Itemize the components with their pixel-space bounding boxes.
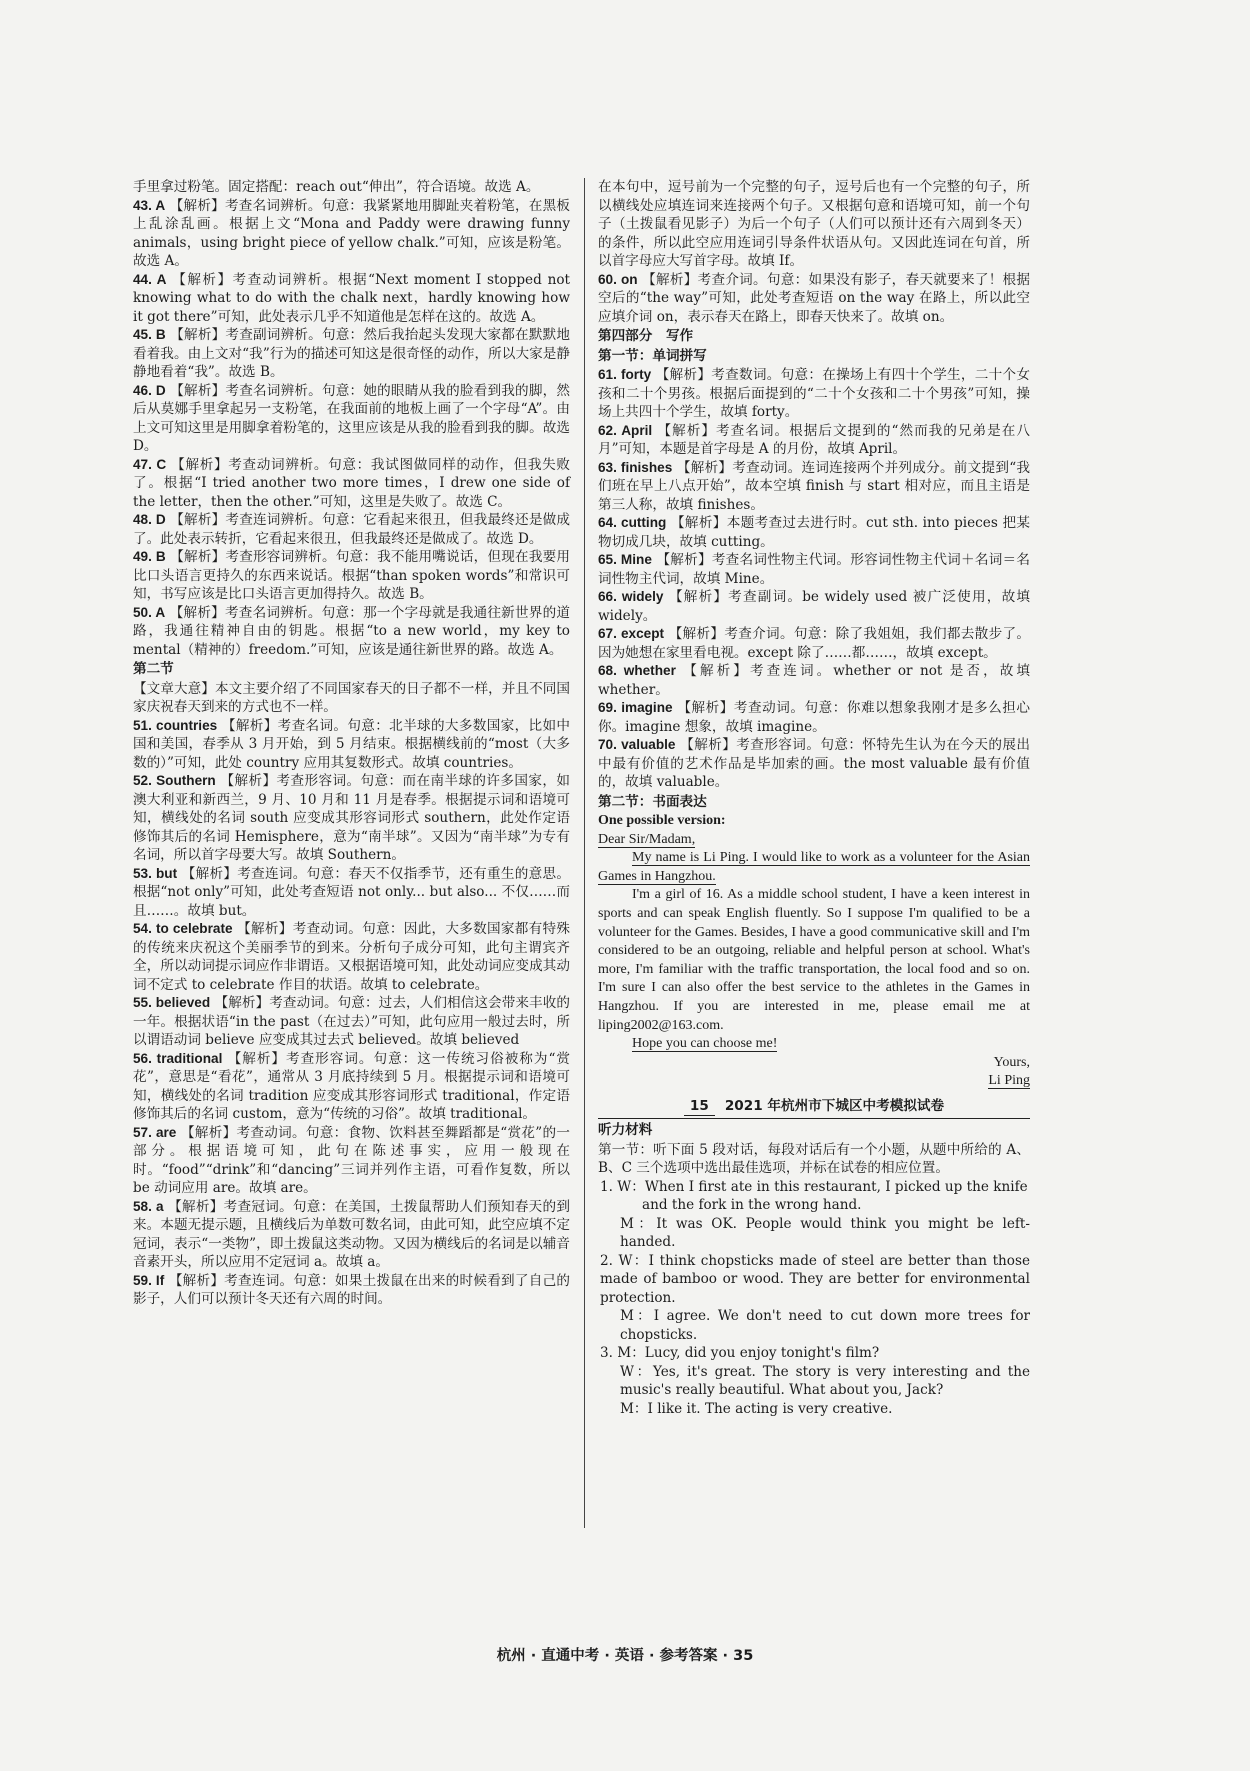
right-answers — [598, 178, 1030, 1091]
listening-heading: 听力材料 — [598, 1122, 653, 1139]
answer-number: 44. A — [133, 271, 167, 287]
answer-number: 69. imagine — [598, 700, 673, 715]
answer-number: 60. on — [598, 271, 638, 287]
answer-entry — [133, 271, 570, 327]
answer-explanation: 【解析】考查冠词。句意：在美国，土拨鼠帮助人们预知春天的到来。本题无提示题，且横线后为单数可数名词，由此可知，此空应填不定冠词，表示“一类物”，即土拨鼠这类动物。又因为横线后的名词是以辅音音素开头，所以应用不定冠词 a。故填 a。 — [133, 1198, 571, 1270]
answer-entry — [133, 865, 570, 921]
answer-explanation: 【解析】考查形容词辨析。句意：我不能用嘴说话，但现在我要用比口头语言更持久的东西来说话。根据“than spoken words”和常识可知，书写应该是比口头语言更加得持久。故选 B。 — [133, 549, 571, 602]
answer-explanation: 【解析】考查名词。句意：北半球的大多数国家，比如中国和美国，春季从 3 月开始，到 5 月结束。根据横线前的“most（大多数的）”可知，此处 country 应用其复数形式。故填 countries。 — [133, 717, 571, 771]
answer-entry — [133, 1198, 570, 1272]
exam-title — [598, 1097, 1030, 1120]
answer-number: 62. April — [598, 422, 653, 438]
paragraph: 在本句中，逗号前为一个完整的句子，逗号后也有一个完整的句子，所以横线处应填连词来连接两个句子。又根据句意和语境可知，前一个句子（土拨鼠看见影子）为后一个句子（人们可以预计还有六周到冬天）的条件，所以此空应用连词引导条件状语从句。又因此连词在句首，所以首字母应大写首字母。故填 If。 — [598, 179, 1030, 269]
dialogue-line: M：It was OK. People would think you might be left-handed. — [620, 1215, 1030, 1251]
answer-entry — [133, 717, 570, 773]
answer-explanation: 【解析】考查副词辨析。句意：然后我抬起头发现大家都在默默地看着我。由上文对“我”行为的描述可知这是很奇怪的动作，所以大家是静静地看着“我”。故选 B。 — [133, 327, 571, 380]
answer-number: 58. a — [133, 1198, 164, 1214]
essay-salutation — [598, 831, 1030, 850]
answer-number: 61. forty — [598, 367, 652, 382]
answer-number: 50. A — [133, 604, 166, 620]
answer-number: 49. B — [133, 549, 166, 564]
essay-label: One possible version: — [598, 813, 726, 828]
answer-explanation: 【解析】考查动词辨析。句意：我试图做同样的动作，但我失败了。根据“I tried another two more times，I drew one side of the letter，then the other.”可知，这里是失败了。故选 C。 — [133, 456, 570, 510]
answer-explanation: 【解析】考查连词。句意：春天不仅指季节，还有重生的意思。根据“not only”可知，此处考查短语 not only... but also... 不仅……而且……。故填 but。 — [133, 865, 570, 919]
exam-number-badge: 15 — [684, 1097, 715, 1117]
answer-entry — [133, 772, 570, 865]
answer-number: 59. If — [133, 1272, 165, 1288]
section-heading: 第二节：书面表达 — [598, 793, 707, 810]
answer-explanation: 【解析】考查连词辨析。句意：它看起来很丑，但我最终还是做成了。此处表示转折，它看起来很丑，但我最终还是做成了。故选 D。 — [133, 512, 571, 547]
answer-explanation: 【解析】考查介词。句意：如果没有影子，春天就要来了！根据空后的“the way”可知，此处考查短语 on the way 在路上，所以此空应填介词 on，表示春天在路上，即春天快来了。故填 on。 — [598, 271, 1031, 325]
answer-entry — [133, 1050, 570, 1124]
listening-instruction: 第一节：听下面 5 段对话，每段对话后有一个小题，从题中所给的 A、B、C 三个选项中选出最佳选项，并标在试卷的相应位置。 — [598, 1141, 1030, 1177]
answer-number: 51. countries — [133, 717, 218, 733]
answer-explanation: 【解析】考查形容词。句意：怀特先生认为在今天的展出中最有价值的艺术作品是毕加索的画。the most valuable 最有价值的，故填 valuable。 — [598, 737, 1031, 790]
answer-number: 43. A — [133, 197, 166, 213]
answer-entry — [598, 366, 1030, 422]
essay-text: My name is Li Ping. I would like to work as a volunteer for the Asian Games in Hangzhou. — [598, 850, 1030, 884]
answer-entry — [133, 1124, 570, 1198]
answer-entry — [133, 994, 570, 1050]
dialogue-line: 1. W：When I first ate in this restaurant, I picked up the knife — [600, 1178, 1028, 1195]
answer-entry — [133, 382, 570, 456]
section-heading: 第二节 — [133, 661, 174, 677]
answer-entry — [598, 551, 1030, 588]
essay-signature — [598, 1072, 1030, 1091]
dialogue-line: and the fork in the wrong hand. — [642, 1197, 862, 1214]
essay-text: Hope you can choose me! — [632, 1036, 778, 1052]
answer-explanation: 【解析】考查名词性物主代词。形容词性物主代词＋名词＝名词性物主代词，故填 Mine。 — [598, 552, 1030, 587]
answer-number: 63. finishes — [598, 459, 673, 475]
answer-number: 66. widely — [598, 589, 664, 604]
essay-text: Li Ping — [988, 1073, 1030, 1089]
answer-explanation: 【解析】考查连词。句意：如果土拨鼠在出来的时候看到了自己的影子，人们可以预计冬天还有六周的时间。 — [133, 1272, 570, 1307]
essay-paragraph: I'm a girl of 16. As a middle school student, I have a keen interest in sports and can speak English fluently. So I suppose I'm qualified to be a volunteer for the Games. Besides, I have a good communicative skill and I'm considered to be an outgoing, reliable and helpful person at school. What's more, I'm familiar with the traffic transportation, the local food and so on. I'm sure I can also offer the best service to the athletes in the Games in Hangzhou. If you are interested in me, please email me at liping2002@163.com. — [598, 887, 1030, 1033]
column-divider — [584, 178, 585, 1528]
answer-number: 65. Mine — [598, 552, 652, 567]
exam-title-text: 2021 年杭州市下城区中考模拟试卷 — [724, 1097, 945, 1114]
answer-number: 70. valuable — [598, 737, 676, 752]
answer-entry — [133, 548, 570, 604]
answer-explanation: 【解析】考查动词。连词连接两个并列成分。前文提到“我们班在早上八点开始”，故本空填 finish 与 start 相对应，而且主语是第三人称，故填 finishes。 — [598, 459, 1030, 513]
answer-entry — [598, 459, 1030, 515]
answer-number: 68. whether — [598, 663, 676, 678]
answer-explanation: 【解析】考查动词。句意：因此，大多数国家都有特殊的传统来庆祝这个美丽季节的到来。分析句子成分可知，此句主谓宾齐全，所以动词提示词应作非谓语。又根据语境可知，此处动词应变成其动词不定式 to celebrate 作目的状语。故填 to celebrate。 — [133, 921, 570, 993]
dialogue-line: M：I like it. The acting is very creative. — [620, 1400, 893, 1417]
answer-number: 45. B — [133, 327, 166, 342]
answer-entry — [133, 920, 570, 994]
answer-explanation: 【解析】考查介词。句意：除了我姐姐，我们都去散步了。因为她想在家里看电视。except 除了……都……，故填 except。 — [598, 626, 1030, 661]
answer-explanation: 【解析】考查形容词。句意：而在南半球的许多国家，如澳大利亚和新西兰，9 月、10 月和 11 月是春季。根据提示词和语境可知，横线处的名词 south 应变成其形容词形式 southern，此处作定语修饰其后的名词 Hemisphere，意为“南半球”。又因为“南半球”为专有名词，所以首字母要大写。故填 Southern。 — [133, 773, 571, 863]
answer-explanation: 【解析】考查名词辨析。句意：她的眼睛从我的脸看到我的脚，然后从莫娜手里拿起另一支粉笔，在我面前的地板上画了一个字母“A”。由上文可知这里是用脚拿着粉笔的，这里应该是从我的脸看到我的脚。故选 D。 — [133, 382, 571, 454]
answer-entry — [133, 604, 570, 660]
answer-entry — [133, 197, 570, 271]
answer-number: 52. Southern — [133, 773, 216, 788]
right-column — [598, 178, 1030, 1418]
answer-explanation: 【解析】考查连词。whether or not 是否，故填 whether。 — [598, 663, 1031, 698]
section-heading: 第四部分 写作 — [598, 328, 694, 344]
answer-entry — [598, 271, 1030, 327]
answer-number: 57. are — [133, 1124, 177, 1140]
answer-entry — [598, 625, 1030, 662]
answer-number: 46. D — [133, 382, 166, 398]
answer-number: 64. cutting — [598, 515, 667, 530]
answer-explanation: 【解析】考查动词。句意：你难以想象我刚才是多么担心你。imagine 想象，故填 imagine。 — [598, 700, 1031, 735]
section-heading: 第一节：单词拼写 — [598, 347, 707, 364]
answer-explanation: 【解析】考查数词。句意：在操场上有四十个学生，二十个女孩和二十个男孩。根据后面提到的“二十个女孩和二十个男孩”可知，操场上共四十个学生，故填 forty。 — [598, 367, 1031, 420]
answer-number: 47. C — [133, 456, 167, 472]
left-column — [133, 178, 570, 1309]
answer-entry — [598, 662, 1030, 699]
page-footer: 杭州 · 直通中考 · 英语 · 参考答案 · 35 — [496, 1648, 754, 1664]
answer-explanation: 【解析】考查副词。be widely used 被广泛使用，故填 widely。 — [598, 589, 1030, 624]
answer-explanation: 【解析】本题考查过去进行时。cut sth. into pieces 把某物切成几块，故填 cutting。 — [598, 515, 1030, 550]
answer-entry — [598, 699, 1030, 736]
answer-number: 54. to celebrate — [133, 921, 233, 936]
answer-explanation: 【解析】考查名词。根据后文提到的“然而我的兄弟是在八月”可知，本题是首字母是 A 的月份，故填 April。 — [598, 422, 1031, 457]
answer-number: 55. believed — [133, 995, 211, 1010]
answer-entry — [598, 514, 1030, 551]
answer-explanation: 【解析】考查动词。句意：食物、饮料甚至舞蹈都是“赏花”的一部分。根据语境可知，此句在陈述事实，应用一般现在时。“food”“drink”和“dancing”三词并列作主语，可看作复数，所以 be 动词应用 are。故填 are。 — [133, 1124, 570, 1196]
answer-entry — [133, 1272, 570, 1309]
answer-number: 56. traditional — [133, 1050, 223, 1066]
title-rule — [598, 1118, 1030, 1119]
answer-number: 48. D — [133, 512, 166, 527]
answer-entry — [133, 511, 570, 548]
essay-paragraph — [598, 849, 1030, 886]
dialogue-line: M：I agree. We don't need to cut down more trees for chopsticks. — [620, 1308, 1030, 1343]
dialogue-line: 3. M：Lucy, did you enjoy tonight's film? — [600, 1345, 880, 1362]
answer-entry — [598, 588, 1030, 625]
dialogue-line: W：Yes, it's great. The story is very interesting and the music's really beautiful. What about you, Jack? — [620, 1363, 1030, 1399]
essay-text: Dear Sir/Madam, — [598, 831, 696, 847]
essay-paragraph — [598, 1035, 1030, 1054]
essay-closing: Yours, — [993, 1054, 1030, 1070]
paragraph: 手里拿过粉笔。固定搭配：reach out“伸出”，符合语境。故选 A。 — [133, 179, 540, 195]
answer-explanation: 【解析】考查名词辨析。句意：那一个字母就是我通往新世界的道路，我通往精神自由的钥匙。根据“to a new world，my key to mental（精神的）freedom.”可知，应该是通往新世界的路。故选 A。 — [133, 604, 570, 658]
answer-entry — [598, 422, 1030, 459]
dialogues — [598, 1178, 1030, 1419]
answer-explanation: 【解析】考查形容词。句意：这一传统习俗被称为“赏花”，意思是“看花”，通常从 3 月底持续到 5 月。根据提示词和语境可知，横线处的名词 tradition 应变成其形容词形式 traditional，作定语修饰其后的名词 custom，意为“传统的习俗”。故填 traditional。 — [133, 1050, 570, 1122]
dialogue-line: 2. W：I think chopsticks made of steel are better than those made of bamboo or wood. They are better for environmental protection. — [600, 1252, 1030, 1306]
answer-explanation: 【解析】考查动词辨析。根据“Next moment I stopped not knowing what to do with the chalk next，hardly knowing how it got there”可知，此处表示几乎不知道他是怎样在这的。故选 A。 — [133, 271, 570, 325]
answer-number: 67. except — [598, 626, 665, 641]
answer-explanation: 【解析】考查动词。句意：过去，人们相信这会带来丰收的一年。根据状语“in the past（在过去）”可知，此句应用一般过去时，所以谓语动词 believe 应变成其过去式 believed。故填 believed — [133, 995, 570, 1048]
answer-number: 53. but — [133, 865, 178, 881]
answer-explanation: 【解析】考查名词辨析。句意：我紧紧地用脚趾夹着粉笔，在黑板上乱涂乱画。根据上文“Mona and Paddy were drawing funny animals，using bright piece of yellow chalk.”可知，应该是粉笔。故选 A。 — [133, 197, 570, 269]
answer-entry — [133, 326, 570, 382]
answer-entry — [598, 736, 1030, 792]
paragraph: 【文章大意】本文主要介绍了不同国家春天的日子都不一样，并且不同国家庆祝春天到来的方式也不一样。 — [133, 680, 570, 715]
answer-entry — [133, 456, 570, 512]
